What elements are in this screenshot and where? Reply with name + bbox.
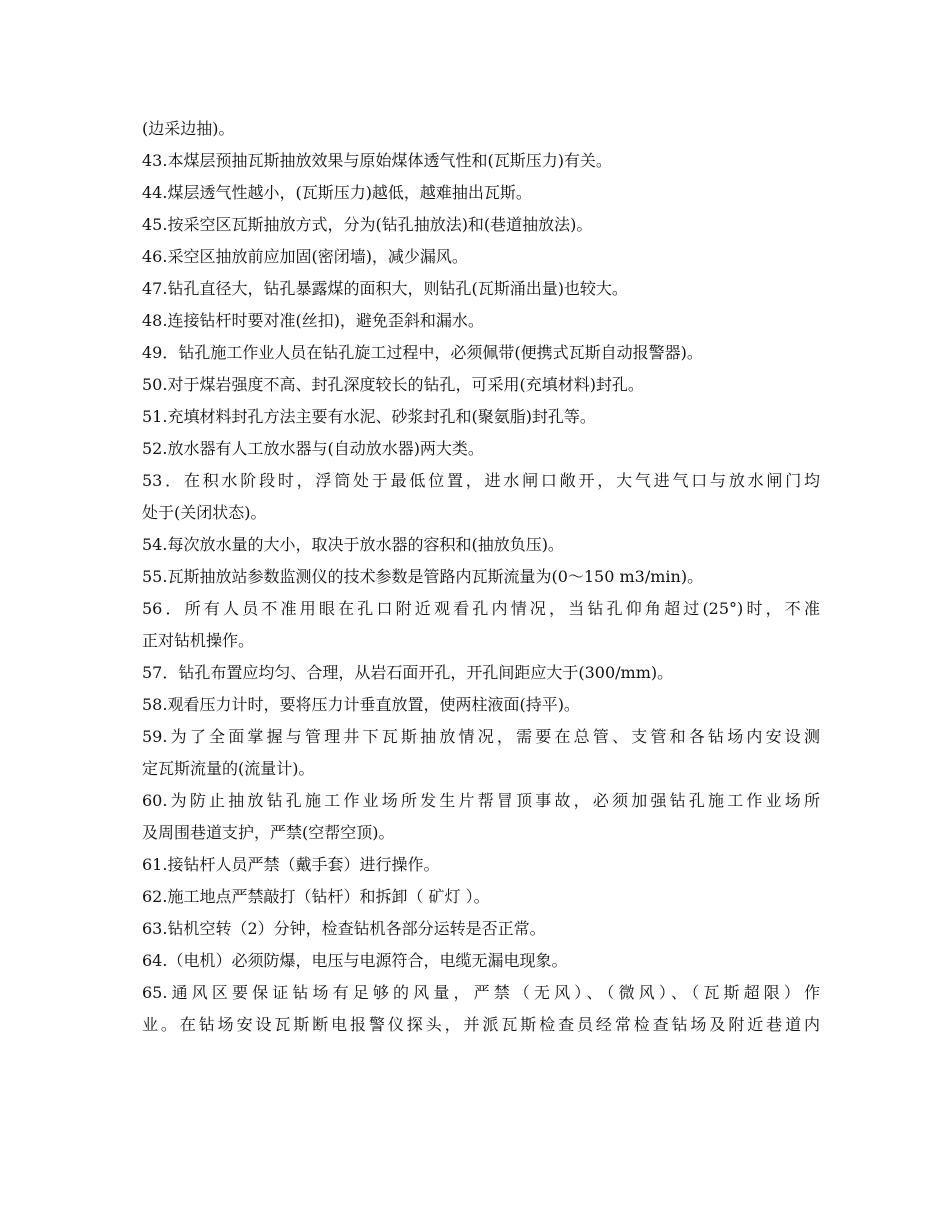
text-line: 43.本煤层预抽瓦斯抽放效果与原始煤体透气性和(瓦斯压力)有关。 bbox=[142, 151, 612, 170]
text-line: 49．钻孔施工作业人员在钻孔旋工过程中，必须佩带(便携式瓦斯自动报警器)。 bbox=[142, 343, 703, 362]
text-line: (边采边抽)。 bbox=[142, 119, 235, 138]
text-line: 64.（电机）必须防爆，电压与电源符合，电缆无漏电现象。 bbox=[142, 951, 568, 970]
text-line: 及周围巷道支护，严禁(空帮空顶)。 bbox=[142, 823, 395, 842]
text-line: 业。在钻场安设瓦斯断电报警仪探头，并派瓦斯检查员经常检查钻场及附近巷道内 bbox=[142, 1015, 820, 1034]
document-body bbox=[142, 113, 820, 1041]
text-line: 52.放水器有人工放水器与(自动放水器)两大类。 bbox=[142, 439, 484, 458]
text-line: 45.按采空区瓦斯抽放方式，分为(钻孔抽放法)和(巷道抽放法)。 bbox=[142, 215, 593, 234]
text-line: 56．所有人员不准用眼在孔口附近观看孔内情况，当钻孔仰角超过(25°)时，不准 bbox=[142, 599, 820, 618]
text-line: 55.瓦斯抽放站参数监测仪的技术参数是管路内瓦斯流量为(0～150 m3/min)。 bbox=[142, 567, 704, 586]
text-line: 65.通风区要保证钻场有足够的风量，严禁（无风）、（微风）、（瓦斯超限）作 bbox=[142, 983, 820, 1002]
text-line: 62.施工地点严禁敲打（钻杆）和拆卸（ 矿灯 ）。 bbox=[142, 887, 490, 906]
text-line: 58.观看压力计时，要将压力计垂直放置，使两柱液面(持平)。 bbox=[142, 695, 580, 714]
text-line: 44.煤层透气性越小，(瓦斯压力)越低，越难抽出瓦斯。 bbox=[142, 183, 532, 202]
text-line: 48.连接钻杆时要对准(丝扣)，避免歪斜和漏水。 bbox=[142, 311, 484, 330]
text-line: 50.对于煤岩强度不高、封孔深度较长的钻孔，可采用(充填材料)封孔。 bbox=[142, 375, 644, 394]
text-line: 61.接钻杆人员严禁（戴手套）进行操作。 bbox=[142, 855, 440, 874]
text-line: 正对钻机操作。 bbox=[142, 631, 255, 650]
text-line: 59.为了全面掌握与管理井下瓦斯抽放情况，需要在总管、支管和各钻场内安设测 bbox=[142, 727, 820, 746]
text-line: 63.钻机空转（2）分钟，检查钻机各部分运转是否正常。 bbox=[142, 919, 546, 938]
text-line: 54.每次放水量的大小，取决于放水器的容积和(抽放负压)。 bbox=[142, 535, 564, 554]
text-line: 处于(关闭状态)。 bbox=[142, 503, 267, 522]
text-line: 46.采空区抽放前应加固(密闭墙)，减少漏风。 bbox=[142, 247, 468, 266]
text-line: 60.为防止抽放钻孔施工作业场所发生片帮冒顶事故，必须加强钻孔施工作业场所 bbox=[142, 791, 820, 810]
text-line: 53．在积水阶段时，浮筒处于最低位置，进水闸口敞开，大气进气口与放水闸门均 bbox=[142, 471, 820, 490]
text-line: 47.钻孔直径大，钻孔暴露煤的面积大，则钻孔(瓦斯涌出量)也较大。 bbox=[142, 279, 628, 298]
text-line: 定瓦斯流量的(流量计)。 bbox=[142, 759, 315, 778]
text-line: 57．钻孔布置应均匀、合理，从岩石面开孔，开孔间距应大于(300/mm)。 bbox=[142, 663, 674, 682]
text-line: 51.充填材料封孔方法主要有水泥、砂浆封孔和(聚氨脂)封孔等。 bbox=[142, 407, 596, 426]
